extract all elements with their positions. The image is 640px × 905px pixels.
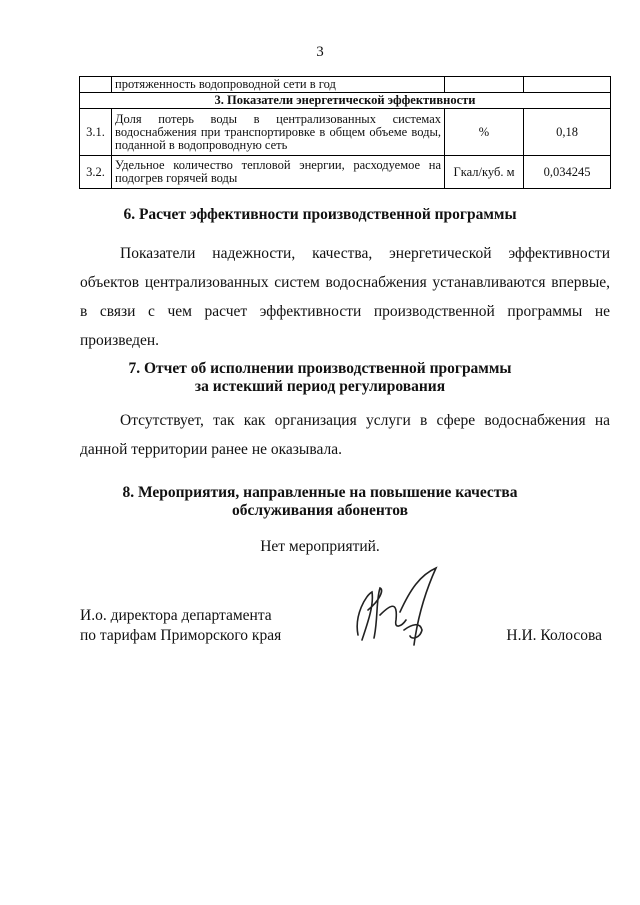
row-description: Удельное количество тепловой энергии, расходуемое на подогрев горячей воды (112, 156, 445, 189)
row-unit: Гкал/куб. м (445, 156, 524, 189)
indicators-table (79, 76, 611, 189)
section8-title-line1: 8. Мероприятия, направленные на повышение качества (122, 484, 518, 501)
section7-title-line2: за истекший период регулирования (194, 378, 446, 395)
row-description: протяженность водопроводной сети в год (112, 77, 445, 93)
section7-paragraph (80, 406, 610, 464)
section8-text: Нет мероприятий. (260, 538, 380, 555)
signatory-name: Н.И. Колосова (506, 627, 602, 644)
table-row (80, 77, 611, 93)
position-line1: И.о. директора департамента (80, 607, 272, 624)
section6-paragraph (80, 239, 610, 355)
section6-title: 6. Расчет эффективности производственной программы (123, 206, 517, 223)
position-line2: по тарифам Приморского края (80, 627, 282, 644)
row-value: 0,034245 (524, 156, 611, 189)
row-value: 0,18 (524, 109, 611, 156)
row-unit (445, 77, 524, 93)
row-number (80, 77, 112, 93)
row-number: 3.2. (80, 156, 112, 189)
table-row (80, 156, 611, 189)
row-value (524, 77, 611, 93)
row-description: Доля потерь воды в централизованных системах водоснабжения при транспортировке в общем объеме воды, поданной в водопроводную сеть (112, 109, 445, 156)
page-number: 3 (316, 44, 324, 60)
row-unit: % (445, 109, 524, 156)
section7-text: Отсутствует, так как организация услуги в сфере водоснабжения на данной территории ранее не оказывала. (80, 412, 610, 458)
section7-title-line1: 7. Отчет об исполнении производственной программы (128, 360, 512, 377)
section8-title-line2: обслуживания абонентов (232, 502, 408, 519)
signatory-position (80, 606, 281, 646)
row-number: 3.1. (80, 109, 112, 156)
table-row (80, 109, 611, 156)
section6-text: Показатели надежности, качества, энергетической эффективности объектов централизованных систем водоснабжения устанавливаются впервые, в связи с чем расчет эффективности производственной программы не произведен. (80, 245, 610, 349)
handwritten-signature (340, 560, 450, 650)
table-section-row (80, 93, 611, 109)
section-header: 3. Показатели энергетической эффективности (80, 93, 611, 109)
